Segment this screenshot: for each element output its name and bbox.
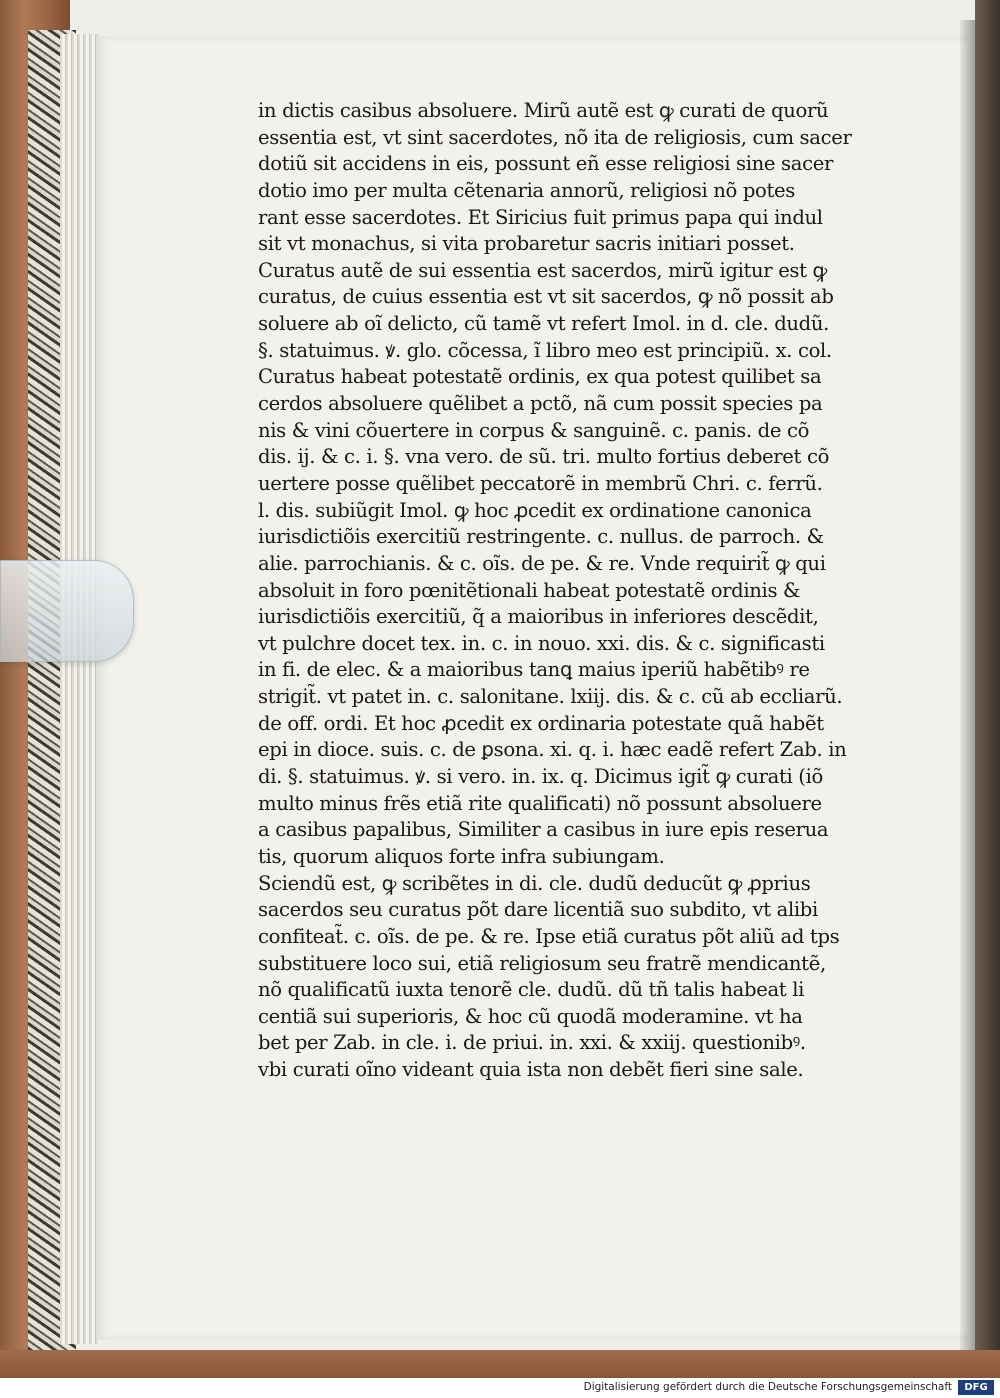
text-line: cerdos absoluere quẽlibet a pctõ, nã cum possit species pa xyxy=(258,392,823,416)
gutter-shadow xyxy=(960,20,976,1350)
text-line: Curatus autẽ de sui essentia est sacerdos, mirũ igitur est ꝙ xyxy=(258,258,827,282)
text-line: sit vt monachus, si vita probaretur sacris initiari posset. xyxy=(258,232,795,256)
text-line: epi in dioce. suis. c. de ꝑsona. xi. q. i. hæc eadẽ refert Zab. in xyxy=(258,738,847,762)
dfg-logo: DFG xyxy=(958,1380,994,1395)
text-line: in fi. de elec. & a maioribus tanꝗ maius iperiũ habẽtibꝰ re xyxy=(258,658,810,682)
text-line: Curatus habeat potestatẽ ordinis, ex qua potest quilibet sa xyxy=(258,365,822,389)
text-line: di. §. statuimus. ꝟ. si vero. in. ix. q. Dicimus igit̃ ꝙ curati (iõ xyxy=(258,765,823,789)
text-line: strigit̃. vt patet in. c. salonitane. lxiij. dis. & c. cũ ab eccliarũ. xyxy=(258,685,843,709)
binding-right xyxy=(975,0,1000,1378)
text-line: rant esse sacerdotes. Et Siricius fuit primus papa qui indul xyxy=(258,205,823,229)
text-line: in dictis casibus absoluere. Mirũ autẽ est ꝙ curati de quorũ xyxy=(258,99,829,122)
text-line: centiã sui superioris, & hoc cũ quodã moderamine. vt ha xyxy=(258,1004,803,1028)
page-text xyxy=(258,98,908,1084)
leather-binding-bottom xyxy=(0,1350,1000,1378)
text-line: absoluit in foro pœnitẽtionali habeat potestatẽ ordinis & xyxy=(258,578,801,602)
text-line: confiteat̃. c. oĩs. de pe. & re. Ipse etiã curatus põt aliũ ad tps xyxy=(258,924,840,948)
text-line: de off. ordi. Et hoc ꝓcedit ex ordinaria potestate quã habẽt xyxy=(258,711,824,735)
text-line: multo minus frẽs etiã rite qualificati) nõ possunt absoluere xyxy=(258,791,822,815)
funding-credit: Digitalisierung gefördert durch die Deutsche Forschungsgemeinschaft xyxy=(583,1381,952,1393)
text-line: curatus, de cuius essentia est vt sit sacerdos, ꝙ nõ possit ab xyxy=(258,285,834,309)
text-line: tis, quorum aliquos forte infra subiungam. xyxy=(258,844,665,868)
text-line: sacerdos seu curatus põt dare licentiã suo subdito, vt alibi xyxy=(258,898,818,922)
footer-bar xyxy=(0,1378,1000,1398)
text-line: dotiũ sit accidens in eis, possunt eñ esse religiosi sine sacer xyxy=(258,152,833,176)
text-line: soluere ab oĩ delicto, cũ tamẽ vt refert Imol. in d. cle. dudũ. xyxy=(258,312,830,336)
page-clip xyxy=(0,560,134,662)
text-line: alie. parrochianis. & c. oĩs. de pe. & re. Vnde requirit̃ ꝙ qui xyxy=(258,551,826,575)
text-line: vbi curati oĩno videant quia ista non debẽt fieri sine sale. xyxy=(258,1058,804,1082)
text-line: Sciendũ est, ꝙ scribẽtes in di. cle. dudũ deducũt ꝙ ꝓprius xyxy=(258,871,811,895)
text-line: uertere posse quẽlibet peccatorẽ in membrũ Chri. c. ferrũ. xyxy=(258,471,823,495)
text-line: nõ qualificatũ iuxta tenorẽ cle. dudũ. dũ tñ talis habeat li xyxy=(258,978,805,1002)
page-edges xyxy=(60,34,100,1344)
text-line: bet per Zab. in cle. i. de priui. in. xxi. & xxiij. questionibꝰ. xyxy=(258,1031,806,1055)
text-line: substituere loco sui, etiã religiosum seu fratrẽ mendicantẽ, xyxy=(258,951,826,975)
text-line: l. dis. subiũgit Imol. ꝙ hoc ꝓcedit ex ordinatione canonica xyxy=(258,498,812,522)
text-line: dis. ij. & c. i. §. vna vero. de sũ. tri. multo fortius deberet cõ xyxy=(258,445,830,469)
text-line: iurisdictiõis exercitiũ restringente. c. nullus. de parroch. & xyxy=(258,525,824,549)
text-line: iurisdictiõis exercitiũ, q̃ a maioribus in inferiores descẽdit, xyxy=(258,605,819,629)
text-line: essentia est, vt sint sacerdotes, nõ ita de religiosis, cum sacer xyxy=(258,125,852,149)
text-line: §. statuimus. ꝟ. glo. cõcessa, ĩ libro meo est principiũ. x. col. xyxy=(258,338,832,362)
text-line: vt pulchre docet tex. in. c. in nouo. xxi. dis. & c. significasti xyxy=(258,631,825,655)
text-line: nis & vini cõuertere in corpus & sanguinẽ. c. panis. de cõ xyxy=(258,418,810,442)
text-line: dotio imo per multa cẽtenaria annorũ, religiosi nõ potes xyxy=(258,178,795,202)
text-line: a casibus papalibus, Similiter a casibus in iure epis reserua xyxy=(258,818,829,842)
